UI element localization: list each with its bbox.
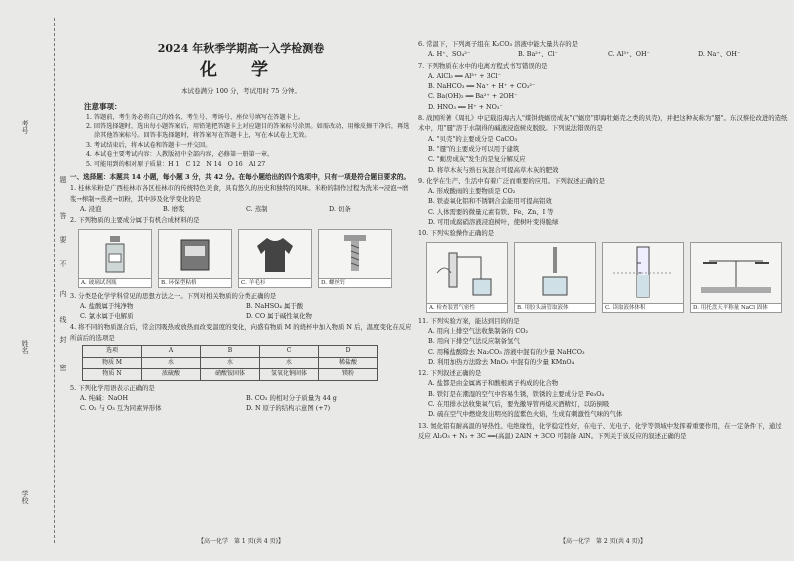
margin-label: 内 (59, 290, 67, 297)
table-cell: A (142, 346, 201, 358)
option: C. Ba(OH)₂ ══ Ba²⁺ + 2OH⁻ (428, 92, 518, 101)
question-9: 9. 化学在生产、生活中有着广泛而重要的应用。下列叙述正确的是 (418, 176, 606, 185)
table-cell: B (201, 346, 260, 358)
table-cell: 水 (201, 357, 260, 369)
table-cell: 水 (260, 357, 319, 369)
screw-icon (318, 229, 392, 279)
table-cell: 水 (142, 357, 201, 369)
option: D. CO 属于碱性氧化物 (246, 312, 312, 321)
option: A. 盐都是由金属离子和酸根离子构成的化合物 (428, 379, 559, 388)
margin-label: 题 (59, 176, 67, 183)
page-1 (70, 0, 412, 561)
q2-images (78, 229, 412, 288)
exam-meta: 本试卷满分 100 分，考试用时 75 分钟。 (181, 87, 301, 95)
caption: A. 玻璃试剂瓶 (78, 279, 152, 288)
options-q1 (70, 204, 412, 214)
options-q5 (70, 393, 412, 403)
question-5: 5. 下列化学用语表示正确的是 (70, 383, 155, 392)
table-cell: 物质 N (83, 369, 142, 381)
option: B. 用向下排空气法反应制备氢气 (428, 337, 520, 346)
margin-label: 要 (59, 236, 67, 243)
margin-label-exam-no: 考号 (21, 120, 29, 134)
table-cell: 镁粉 (319, 369, 378, 381)
margin-label: 不 (59, 260, 67, 267)
options-q6 (418, 49, 788, 59)
option: B. 铁钉是在潮湿的空气中容易生锈，铁锈的主要成分是 Fe₃O₄ (428, 389, 605, 398)
table-row (83, 369, 378, 381)
graduated-cylinder-icon (602, 242, 684, 304)
note-item: 5. 可能用到的相对原子质量：H 1 C 12 N 14 O 16 Al 27 (86, 160, 266, 168)
caption: A. 检查装置气密性 (426, 304, 508, 313)
margin-label: 答 (59, 212, 67, 219)
option: D. Na⁺、OH⁻ (698, 50, 741, 59)
question-2: 2. 下列物质的主要成分属于有机合成材料的是 (70, 216, 200, 225)
q10-image-a (426, 242, 508, 313)
table-row (83, 357, 378, 369)
note-item: 4. 本试卷主要考试内容：人教版初中全部内容，必修第一册第一章。 (86, 151, 274, 159)
question-7: 7. 下列物质在水中的电离方程式书写错误的是 (418, 61, 548, 70)
option: C. 氯水属于电解质 (80, 312, 134, 321)
option: B. CO₂ 的相对分子质量为 44 g (246, 393, 337, 402)
binding-margin (0, 0, 68, 561)
q10-image-b (514, 242, 596, 313)
q2-image-b (158, 229, 232, 288)
option: B. 磨浆 (163, 204, 185, 213)
caption: C. 读取液体体积 (602, 304, 684, 313)
option: C. 蒸制 (246, 204, 268, 213)
option: C. 人体需要的微量元素有铁、Fe、Zn、I 等 (428, 207, 554, 216)
option: B. 铁壶氧化铝和不锈钢合金能用可提高铝效 (428, 197, 552, 206)
option: A. H⁺、SO₄²⁻ (428, 50, 471, 59)
table-cell: 选项 (83, 346, 142, 358)
caption: D. 用托盘天平称量 NaCl 固体 (690, 304, 782, 313)
margin-label-school: 学校 (21, 490, 29, 504)
question-1: 1. 桂林米粉是广西桂林市各区桂林市的传统特色美食，具有悠久的历史和独特的风味。米粉的制作过程为洗米→浸泡→磨浆→榨制→蒸煮→切粉，其中涉及化学变化的是 (70, 184, 409, 203)
table-cell: C (260, 346, 319, 358)
option: B. NaHCO₃ ══ Na⁺ + H⁺ + CO₃²⁻ (428, 82, 536, 91)
margin-label: 密 (59, 364, 67, 371)
sweater-icon (238, 229, 312, 279)
options-q3 (70, 301, 412, 311)
option: A. AlCl₃ ══ Al³⁺ + 3Cl⁻ (428, 71, 501, 80)
option: C. Al³⁺、OH⁻ (608, 50, 650, 59)
q4-table (82, 345, 378, 381)
table-cell: 硝酸铵固体 (201, 369, 260, 381)
question-8: 8. 战国所著《周礼》中记载沿海古人"煤饼烧蛎房成灰"("蛎房"即海牡蛎壳之类的贝壳)，并把这种灰称为"蜃"。东汉蔡伦改进的造纸术中，用"蜃"溶于水制得的碱液浸泡树皮脱胶。下列说法错误的是 (418, 114, 788, 133)
caption: C. 羊毛衫 (238, 279, 312, 288)
test-tube-icon (426, 242, 508, 304)
subject-title: 化 学 (200, 60, 282, 80)
option: A. 用向上排空气法收集制备的 CO₂ (428, 326, 529, 335)
option: B. "蜃"的主要成分可以用于建筑 (428, 144, 520, 153)
option: A. 形成酸雨的主要物质是 CO₂ (428, 187, 516, 196)
option: D. 硫在空气中燃烧发出明亮的蓝紫色火焰，生成有刺激性气味的气体 (428, 410, 623, 419)
option: B. Ba²⁺、Cl⁻ (518, 50, 558, 59)
option: D. 可用成腐硝溶液浸泡树叶，使树叶变得脆绿 (428, 218, 559, 227)
tile-bag-icon (158, 229, 232, 279)
question-6: 6. 常温下，下列离子组在 K₂CO₃ 溶液中能大量共存的是 (418, 40, 579, 48)
question-12: 12. 下列叙述正确的是 (418, 369, 482, 378)
option: A. 纯碱：NaOH (80, 393, 129, 402)
note-item: 3. 考试结束后，将本试卷和答题卡一并交回。 (86, 141, 212, 149)
question-10: 10. 下列实验操作正确的是 (418, 229, 495, 238)
table-row (83, 346, 378, 358)
option: A. 浸泡 (80, 204, 102, 213)
section-heading: 一、选择题：本题共 14 小题，每小题 3 分，共 42 分。在每小题给出的四个选项中，只有一项是符合题目要求的。 (70, 173, 411, 182)
option: D. 利用加热方法除去 MnO₂ 中混有的少量 KMnO₄ (428, 357, 575, 366)
notes-heading: 注意事项： (84, 102, 122, 112)
question-11: 11. 下列实验方案，能达到目的的是 (418, 316, 520, 325)
option: D. 将草木灰与熟石灰混合可提高草木灰的肥效 (428, 165, 559, 174)
q2-image-a (78, 229, 152, 288)
question-4: 4. 将不同的物质混合后，常会因吸热或放热而改变温度的变化，向盛有物质 M 的烧杯中加入物质 N 后，温度变化在反应所前后的选项是 (70, 323, 412, 342)
margin-label: 封 (59, 336, 67, 343)
page-footer: 【高一化学 第 2 页(共 4 页)】 (560, 537, 646, 545)
note-item: 1. 答题前，考生务必将自己的姓名、考生号、考场号、座位号填写在答题卡上。 (86, 113, 305, 121)
option: D. 切条 (329, 204, 351, 213)
note-item: 2. 回答选择题时，选出每小题答案后，用铅笔把答题卡上对应题目的答案标号涂黑。如需改动，用橡皮擦干净后，再选涂其他答案标号。回答非选择题时，将答案写在答题卡上，写在本试卷上无效。 (86, 123, 410, 140)
margin-label: 线 (59, 316, 67, 323)
table-cell: 物质 M (83, 357, 142, 369)
balance-icon (690, 242, 782, 304)
question-13: 13. 氮化铝有耐高温的导热性、电绝缘性，化学稳定性好，在电子、光电子、化学等领域中发挥着重要作用，在一定条件下，通过反应 Al₂O₃ + N₂ + 3C ══(高温) 2AlN + 3CO 可制备 AlN。下列关于该反应的叙述正确的是 (418, 421, 782, 440)
q2-image-c (238, 229, 312, 288)
caption: D. 螺丝钉 (318, 279, 392, 288)
q10-image-d (690, 242, 782, 313)
option: C. 用稀盐酸除去 Na₂CO₃ 溶液中混有的少量 NaHCO₃ (428, 347, 585, 356)
option: C. 在用排水法收集氧气后，要先撤导管再熄灭酒精灯，以防倒吸 (428, 400, 610, 409)
table-cell: 稀盐酸 (319, 357, 378, 369)
table-cell: 氢氧化钠固体 (260, 369, 319, 381)
option: D. N 原子的结构示意图 (+7) (246, 404, 331, 413)
option: A. "贝壳"的主要成分是 CaCO₃ (428, 134, 518, 143)
page-2 (418, 0, 788, 561)
cut-line (54, 18, 55, 543)
page-footer: 【高一化学 第 1 页(共 4 页)】 (198, 537, 284, 545)
table-cell: 浓硫酸 (142, 369, 201, 381)
table-cell: D (319, 346, 378, 358)
caption: B. 环保型粘格 (158, 279, 232, 288)
q2-image-d (318, 229, 392, 288)
exam-title: 2024 年秋季学期高一入学检测卷 (157, 42, 325, 55)
q10-image-c (602, 242, 684, 313)
option: D. HNO₃ ══ H⁺ + NO₃⁻ (428, 102, 503, 111)
options-q3 (70, 311, 412, 321)
options-q5 (70, 403, 412, 413)
option: C. O₂ 与 O₃ 互为同素异形体 (80, 404, 162, 413)
option: C. "蛎房成灰"发生的是复分解反应 (428, 155, 526, 164)
caption: B. 用胶头滴管取液体 (514, 304, 596, 313)
option: B. NaHSO₄ 属于酸 (246, 301, 304, 310)
option: A. 盐酸属于纯净物 (80, 301, 134, 310)
q10-images (426, 242, 788, 313)
dropper-icon (514, 242, 596, 304)
reagent-bottle-icon (78, 229, 152, 279)
question-3: 3. 分类是化学学科常见的思想方法之一。下列对相关物质的分类正确的是 (70, 291, 277, 300)
margin-label-name: 姓名 (21, 340, 29, 354)
